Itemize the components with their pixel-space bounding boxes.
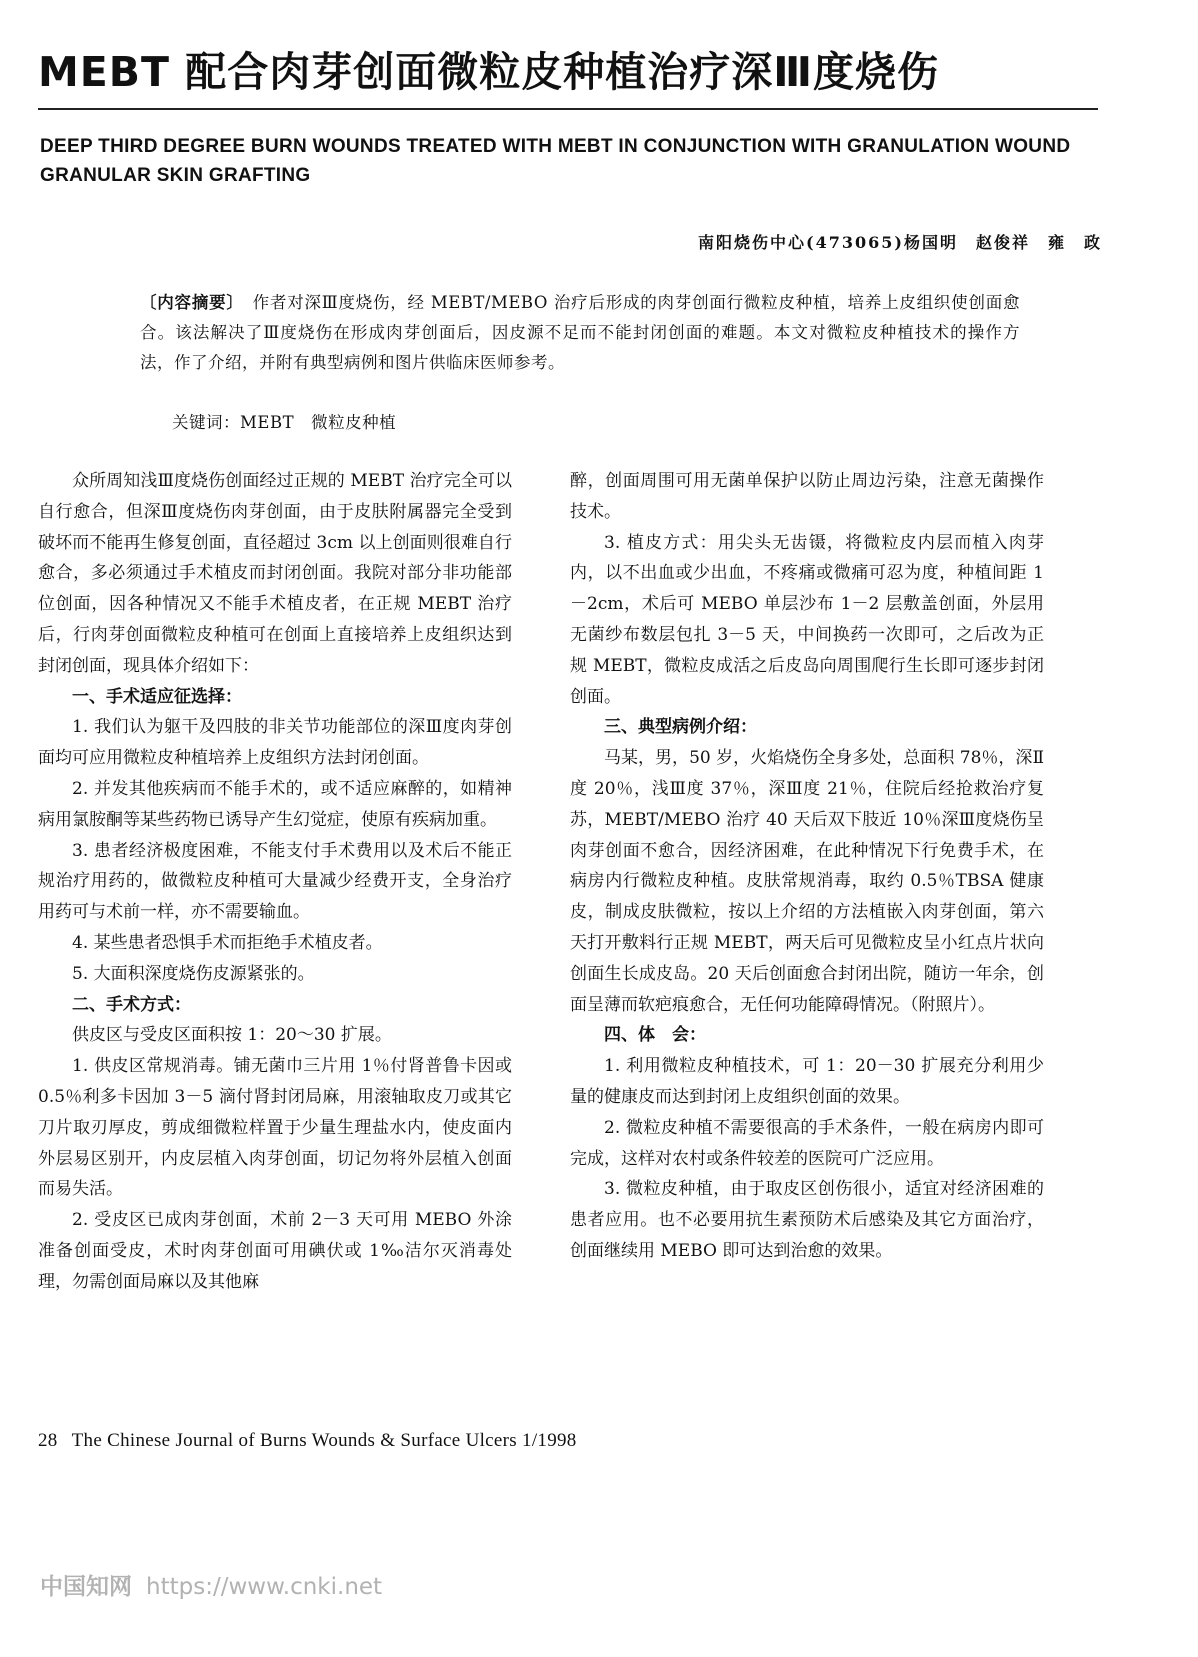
abstract-label: 〔内容摘要〕	[140, 293, 236, 312]
watermark	[40, 1568, 382, 1601]
paragraph: 3. 微粒皮种植，由于取皮区创伤很小，适宜对经济困难的患者应用。也不必要用抗生素预防术后感染及其它方面治疗，创面继续用 MEBO 即可达到治愈的效果。	[570, 1179, 1044, 1261]
title-english: DEEP THIRD DEGREE BURN WOUNDS TREATED WITH MEBT IN CONJUNCTION WITH GRANULATION WOUND GRANULAR SKIN GRAFTING	[40, 136, 1071, 186]
keywords: 关键词：MEBT 微粒皮种植	[172, 413, 397, 432]
right-column	[570, 466, 1044, 1267]
paragraph: 供皮区与受皮区面积按 1：20～30 扩展。	[72, 1025, 392, 1046]
page-footer	[38, 1430, 577, 1452]
author-affiliation: 南阳烧伤中心(473065)杨国明 赵俊祥 雍 政	[698, 233, 1102, 252]
watermark-site-name: 中国知网	[40, 1574, 132, 1600]
section-heading-procedure: 二、手术方式：	[72, 994, 191, 1015]
paragraph: 1. 供皮区常规消毒。铺无菌巾三片用 1％付肾普鲁卡因或 0.5％利多卡因加 3－5 滴付肾封闭局麻，用滚轴取皮刀或其它刀片取刃厚皮，剪成细微粒样置于少量生理盐水内，使皮面内外层易区别开，内皮层植入肉芽创面，切记勿将外层植入创面而易失活。	[38, 1056, 512, 1200]
paragraph: 3. 患者经济极度困难，不能支付手术费用以及术后不能正规治疗用药的，做微粒皮种植可大量减少经费开支，全身治疗用药可与术前一样，亦不需要输血。	[38, 840, 512, 923]
paragraph: 5. 大面积深度烧伤皮源紧张的。	[72, 963, 315, 984]
abstract	[140, 288, 1020, 378]
abstract-text: 作者对深Ⅲ度烧伤，经 MEBT/MEBO 治疗后形成的肉芽创面行微粒皮种植，培养上皮组织使创面愈合。该法解决了Ⅲ度烧伤在形成肉芽创面后，因皮源不足而不能封闭创面的难题。本文对微粒皮种植技术的操作方法，作了介绍，并附有典型病例和图片供临床医师参考。	[140, 293, 1021, 372]
title-divider	[38, 108, 1098, 110]
section-heading-case: 三、典型病例介绍：	[604, 717, 757, 738]
page-number: 28	[38, 1430, 58, 1451]
section-heading-indications: 一、手术适应征选择：	[72, 686, 242, 707]
left-column	[38, 466, 512, 1298]
paragraph: 1. 我们认为躯干及四肢的非关节功能部位的深Ⅲ度肉芽创面均可应用微粒皮种植培养上皮组织方法封闭创面。	[38, 717, 512, 769]
paragraph: 2. 微粒皮种植不需要很高的手术条件，一般在病房内即可完成，这样对农村或条件较差的医院可广泛应用。	[570, 1117, 1044, 1169]
watermark-url: https://www.cnki.net	[146, 1574, 383, 1600]
title-chinese: MEBT 配合肉芽创面微粒皮种植治疗深Ⅲ度烧伤	[38, 48, 940, 96]
paragraph: 马某，男，50 岁，火焰烧伤全身多处，总面积 78％，深Ⅱ度 20％，浅Ⅲ度 37％，深Ⅲ度 21％，住院后经抢救治疗复苏，MEBT/MEBO 治疗 40 天后双下肢近 10％深Ⅲ度烧伤呈肉芽创面不愈合，因经济困难，在此种情况下行免费手术，在病房内行微粒皮种植。皮肤常规消毒，取约 0.5％TBSA 健康皮，制成皮肤微粒，按以上介绍的方法植嵌入肉芽创面，第六天打开敷料行正规 MEBT，两天后可见微粒皮呈小红点片状向创面生长成皮岛。20 天后创面愈合封闭出院，随访一年余，创面呈薄而软疤痕愈合，无任何功能障碍情况。（附照片）。	[570, 748, 1044, 1015]
paragraph: 2. 受皮区已成肉芽创面，术前 2－3 天可用 MEBO 外涂准备创面受皮，术时肉芽创面可用碘伏或 1‰洁尔灭消毒处理，勿需创面局麻以及其他麻	[38, 1210, 512, 1292]
paragraph: 4. 某些患者恐惧手术而拒绝手术植皮者。	[72, 932, 383, 953]
paragraph: 3. 植皮方式：用尖头无齿镊，将微粒皮内层而植入肉芽内，以不出血或少出血，不疼痛或微痛可忍为度，种植间距 1－2cm，术后可 MEBO 单层沙布 1－2 层敷盖创面，外层用无菌纱布数层包扎 3－5 天，中间换药一次即可，之后改为正规 MEBT，微粒皮成活之后皮岛向周围爬行生长即可逐步封闭创面。	[570, 532, 1044, 707]
paragraph: 2. 并发其他疾病而不能手术的，或不适应麻醉的，如精神病用氯胺酮等某些药物已诱导产生幻觉症，使原有疾病加重。	[38, 778, 512, 830]
journal-name: The Chinese Journal of Burns Wounds & Surface Ulcers 1/1998	[71, 1430, 577, 1451]
section-heading-discussion: 四、体 会：	[604, 1025, 706, 1046]
paragraph: 1. 利用微粒皮种植技术，可 1：20－30 扩展充分利用少量的健康皮而达到封闭上皮组织创面的效果。	[570, 1056, 1044, 1107]
intro-paragraph: 众所周知浅Ⅲ度烧伤创面经过正规的 MEBT 治疗完全可以自行愈合，但深Ⅲ度烧伤肉芽创面，由于皮肤附属器完全受到破坏而不能再生修复创面，直径超过 3cm 以上创面则很难自行愈合，多必须通过手术植皮而封闭创面。我院对部分非功能部位创面，因各种情况又不能手术植皮者，在正规 MEBT 治疗后，行肉芽创面微粒皮种植可在创面上直接培养上皮组织达到封闭创面，现具体介绍如下：	[38, 471, 512, 676]
paragraph-continuation: 醉，创面周围可用无菌单保护以防止周边污染，注意无菌操作技术。	[570, 471, 1044, 522]
